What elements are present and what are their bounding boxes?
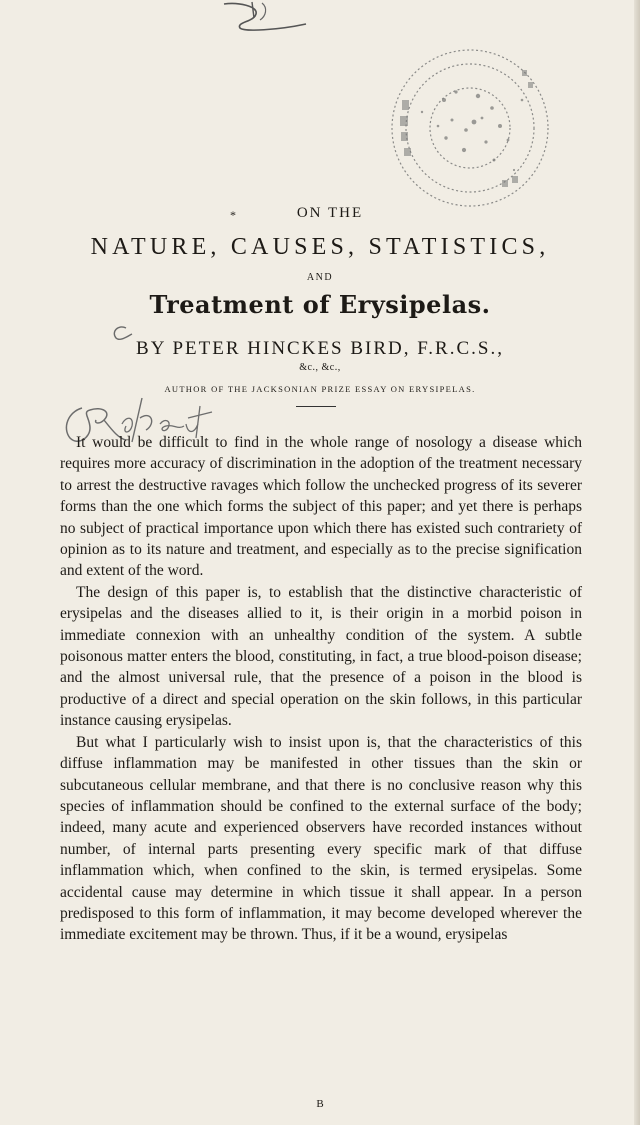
- main-title: NATURE, CAUSES, STATISTICS,: [90, 234, 550, 260]
- paragraph-1: It would be difficult to find in the whole range of nosology a disease which requires more accuracy of discrimination in the adoption of the treatment necessary to arrest the destructive ravages which follow the unchecked progress of its severer forms than the one which forms the subject of this paper; and yet there is perhaps no subject of practical importance upon which there has existed such contrariety of opinion as to its nature and treatment, and especially as to the precise signification and extent of the word.: [60, 434, 582, 580]
- signature-mark: B: [316, 1098, 324, 1110]
- body-text: [60, 432, 582, 946]
- author-byline: BY PETER HINCKES BIRD, F.R.C.S.,: [136, 338, 504, 359]
- pencil-scribble-top: [218, 0, 314, 34]
- title-treatment: Treatment of Erysipelas.: [149, 290, 491, 319]
- paragraph-2: The design of this paper is, to establish that the distinctive characteristic of erysipelas and the diseases allied to it, is their origin in a morbid poison in immediate connexion with an unhealthy condition of the system. A subtle poisonous matter enters the blood, constituting, in fact, a true blood-poison disease; and the almost universal rule, that the presence of a poison in the blood is productive of a direct and special operation on the skin follows, in this particular instance causing erysipelas.: [60, 583, 582, 730]
- author-etc: &c., &c.,: [299, 362, 341, 373]
- title-and: AND: [306, 272, 334, 283]
- paragraph-3: But what I particularly wish to insist upon is, that the characteristics of this diffuse inflammation may be manifested in other tissues than the skin or subcutaneous cellular membrane, and that there is no conclusive reason why this species of inflammation should be confined to the external surface of the body; indeed, many acute and experienced observers have recorded instances without number, of internal parts presenting every specific mark of that diffuse inflammation which, when confined to the skin, is termed erysipelas. Some accidental cause may determine in which tissue it shall appear. In a person predisposed to this form of inflammation, it may become developed wherever the immediate excitement may be thrown. Thus, if it be a wound, erysipelas: [60, 733, 582, 944]
- page-edge-shadow: [634, 0, 640, 1125]
- asterisk-mark: *: [230, 208, 236, 222]
- title-prefix: ON THE: [296, 205, 364, 221]
- author-credentials: AUTHOR OF THE JACKSONIAN PRIZE ESSAY ON ERYSIPELAS.: [164, 384, 476, 394]
- library-stamp: [382, 30, 557, 222]
- title-rule: [296, 406, 336, 407]
